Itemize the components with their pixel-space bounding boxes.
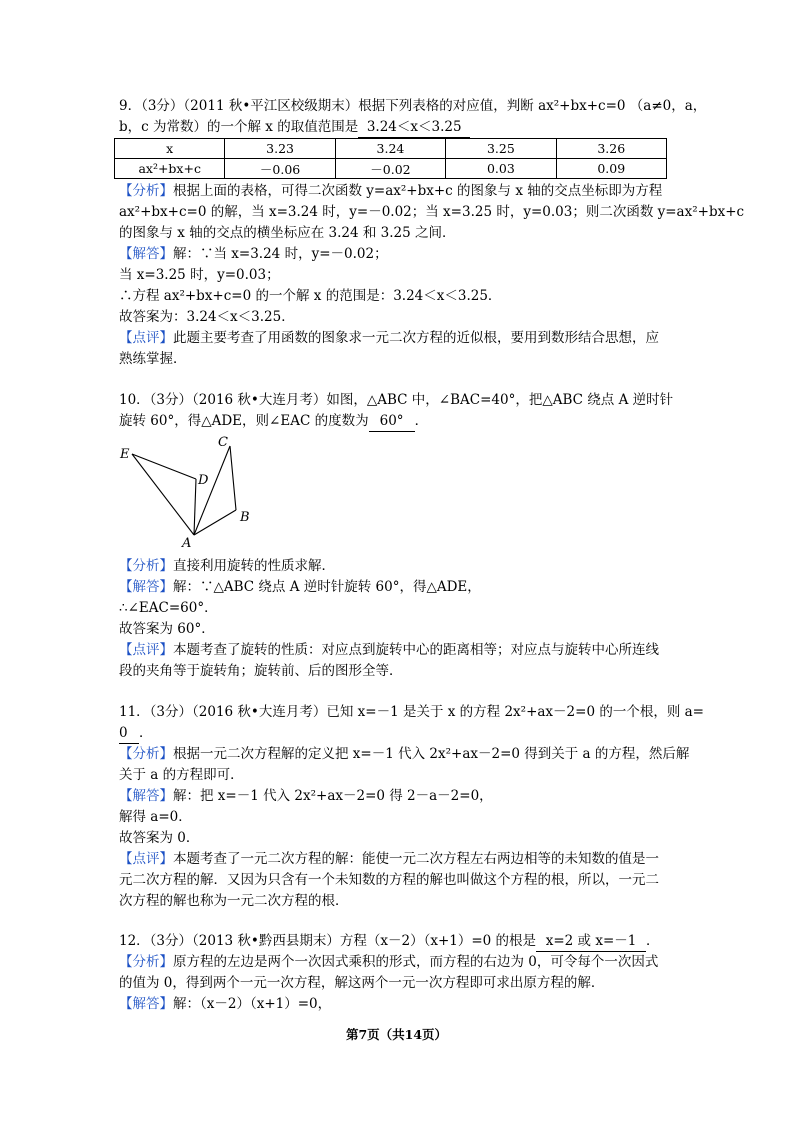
analysis-tag: 【分析】 xyxy=(119,954,173,970)
analysis-tag: 【分析】 xyxy=(119,746,173,762)
table-row xyxy=(115,159,667,179)
comment-tag: 【点评】 xyxy=(119,642,173,658)
q10-solution-line1 xyxy=(119,577,481,597)
label-d: D xyxy=(198,473,209,488)
q10-analysis-line1 xyxy=(119,556,335,576)
comment-text: 此题主要考查了用函数的图象求一元二次方程的近似根，要用到数形结合思想，应 xyxy=(173,330,659,346)
solution-text: 解：∵△ABC 绕点 A 逆时针旋转 60°，得△ADE， xyxy=(173,579,481,595)
segment-cb xyxy=(230,446,236,510)
segment-ab xyxy=(194,510,236,535)
q9-stem-line1: 9．（3分）（2011 秋•平江区校级期末）根据下列表格的对应值，判断 ax²+bx+c=0 （a≠0，a， xyxy=(119,98,707,114)
q9-analysis-line3: 的图象与 x 轴的交点的横坐标应在 3.24 和 3.25 之间． xyxy=(119,225,456,241)
q9-solution-line1 xyxy=(119,244,388,264)
q12-answer-blank: x=2 或 x=－1 xyxy=(536,931,646,952)
q11-solution-line1 xyxy=(119,786,493,806)
q11-comment-line2: 元二次方程的解．又因为只含有一个未知数的方程的解也叫做这个方程的根，所以，一元二 xyxy=(119,872,659,888)
segment-da xyxy=(194,479,196,535)
q12-stem-line1 xyxy=(119,931,660,952)
comment-text: 本题考查了旋转的性质：对应点到旋转中心的距离相等；对应点与旋转中心所连线 xyxy=(173,642,659,658)
q11-answer-blank: 0 xyxy=(119,723,139,744)
q9-comment-line2: 熟练掌握． xyxy=(119,351,187,367)
analysis-text: 直接利用旋转的性质求解． xyxy=(173,558,335,574)
table-cell: 0.03 xyxy=(446,159,556,179)
q11-stem-line2 xyxy=(119,723,153,744)
analysis-text: 原方程的左边是两个一次因式乘积的形式，而方程的右边为 0，可令每个一次因式 xyxy=(173,954,659,970)
q11-comment-line3: 次方程的解也称为一元二次方程的根． xyxy=(119,893,349,909)
analysis-tag: 【分析】 xyxy=(119,558,173,574)
q10-stem-line1: 10．（3分）（2016 秋•大连月考）如图，△ABC 中，∠BAC=40°，把△ABC 绕点 A 逆时针 xyxy=(119,392,674,408)
value-table xyxy=(114,138,667,179)
q10-stem-line2 xyxy=(119,411,428,432)
q11-analysis-line2: 关于 a 的方程即可． xyxy=(119,767,244,783)
table-cell: 3.23 xyxy=(225,139,335,159)
solution-text: 解：把 x=－1 代入 2x²+ax－2=0 得 2－a－2=0， xyxy=(173,788,493,804)
q9-stem-line2 xyxy=(119,117,470,138)
analysis-text: 根据上面的表格，可得二次函数 y=ax²+bx+c 的图象与 x 轴的交点坐标即为方程 xyxy=(173,183,663,199)
table-cell: 0.09 xyxy=(556,159,666,179)
label-a: A xyxy=(182,536,192,550)
q9-stem-text: b，c 为常数）的一个解 x 的取值范围是 xyxy=(119,119,359,135)
q11-solution-line2: 解得 a=0． xyxy=(119,809,192,825)
q12-stem-text: 12．（3分）（2013 秋•黔西县期末）方程（x－2）（x+1）=0 的根是 xyxy=(119,933,537,949)
q12-analysis-line1 xyxy=(119,952,658,972)
table-row xyxy=(115,139,667,159)
q10-stem-text: 旋转 60°，得△ADE，则∠EAC 的度数为 xyxy=(119,413,369,429)
q11-stem-end: ． xyxy=(139,725,153,741)
q10-stem-end: ． xyxy=(414,413,429,429)
rotation-figure xyxy=(110,432,270,550)
solution-text: 解：∵当 x=3.24 时，y=－0.02； xyxy=(173,246,388,262)
comment-tag: 【点评】 xyxy=(119,330,173,346)
segment-ac xyxy=(194,446,230,535)
solution-tag: 【解答】 xyxy=(119,996,173,1012)
q10-comment-line1 xyxy=(119,640,659,660)
q11-solution-line3: 故答案为 0． xyxy=(119,830,200,846)
table-cell: ax²+bx+c xyxy=(115,159,225,179)
q9-analysis-line1 xyxy=(119,181,662,201)
q9-solution-line3: ∴方程 ax²+bx+c=0 的一个解 x 的范围是：3.24＜x＜3.25． xyxy=(119,288,502,304)
table-cell: 3.26 xyxy=(556,139,666,159)
q10-solution-line2: ∴∠EAC=60°． xyxy=(119,600,218,616)
q10-comment-line2: 段的夹角等于旋转角；旋转前、后的图形全等． xyxy=(119,663,403,679)
label-e: E xyxy=(120,447,130,462)
page-footer: 第7页（共14页） xyxy=(345,1027,448,1042)
q9-solution-line2: 当 x=3.25 时，y=0.03； xyxy=(119,267,280,283)
q12-analysis-line2: 的值为 0，得到两个一元一次方程，解这两个一元一次方程即可求出原方程的解． xyxy=(119,975,605,991)
analysis-tag: 【分析】 xyxy=(119,183,173,199)
solution-tag: 【解答】 xyxy=(119,788,173,804)
q9-answer-blank: 3.24＜x＜3.25 xyxy=(358,117,470,138)
solution-tag: 【解答】 xyxy=(119,579,173,595)
solution-text: 解：（x－2）（x+1）=0， xyxy=(173,996,332,1012)
label-b: B xyxy=(240,510,250,525)
q11-comment-line1 xyxy=(119,849,659,869)
q11-analysis-line1 xyxy=(119,744,689,764)
table-cell: 3.25 xyxy=(446,139,556,159)
q12-solution-line1 xyxy=(119,994,331,1014)
q11-stem-line1: 11．（3分）（2016 秋•大连月考）已知 x=－1 是关于 x 的方程 2x²+ax－2=0 的一个根，则 a= xyxy=(119,704,704,720)
comment-tag: 【点评】 xyxy=(119,851,173,867)
table-cell: －0.06 xyxy=(225,159,335,179)
q10-answer-blank: 60° xyxy=(369,411,415,432)
analysis-text: 根据一元二次方程解的定义把 x=－1 代入 2x²+ax－2=0 得到关于 a 的方程，然后解 xyxy=(173,746,690,762)
table-cell: 3.24 xyxy=(335,139,445,159)
solution-tag: 【解答】 xyxy=(119,246,173,262)
table-cell: －0.02 xyxy=(335,159,445,179)
q9-comment-line1 xyxy=(119,328,659,348)
comment-text: 本题考查了一元二次方程的解：能使一元二次方程左右两边相等的未知数的值是一 xyxy=(173,851,659,867)
table-cell: x xyxy=(115,139,225,159)
q12-stem-end: ． xyxy=(646,933,660,949)
label-c: C xyxy=(218,435,228,450)
q9-solution-line4: 故答案为：3.24＜x＜3.25． xyxy=(119,309,295,325)
q10-solution-line3: 故答案为 60°． xyxy=(119,621,215,637)
q9-analysis-line2: ax²+bx+c=0 的解，当 x=3.24 时，y=－0.02；当 x=3.25 时，y=0.03；则二次函数 y=ax²+bx+c xyxy=(119,204,745,220)
